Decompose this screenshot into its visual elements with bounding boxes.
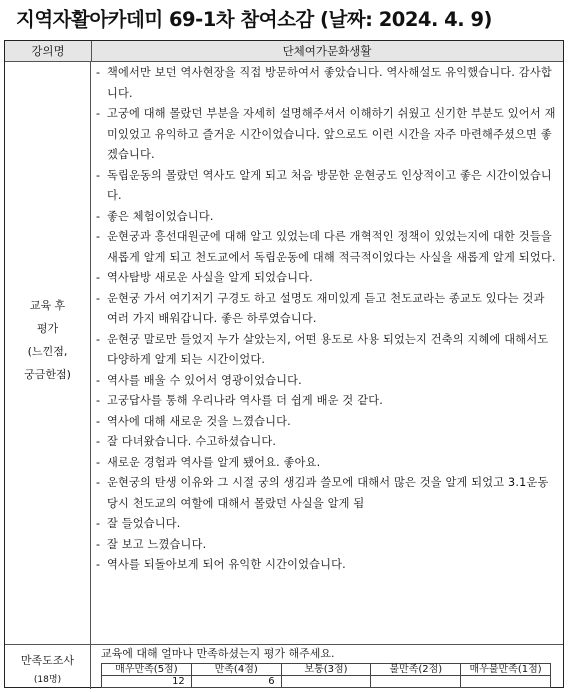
score-column-header: 만족(4점) xyxy=(191,664,281,676)
feedback-item: - 새로운 경험과 역사를 알게 됐어요. 좋아요. xyxy=(91,453,557,474)
feedback-item: - 좋은 체험이었습니다. xyxy=(91,207,557,228)
feedback-item: - 역사를 되돌아보게 되어 유익한 시간이었습니다. xyxy=(91,555,557,576)
feedback-item: - 역사를 배울 수 있어서 영광이었습니다. xyxy=(91,371,557,392)
feedback-item: - 운현궁 말로만 들었지 누가 살았는지, 어떤 용도로 사용 되었는지 건축의 지혜에 대해서도 다양하게 알게 되는 시간이었다. xyxy=(91,330,557,371)
satisfaction-score-table xyxy=(101,663,551,688)
score-column-header: 매우불만족(1점) xyxy=(461,664,551,676)
score-column-header: 불만족(2점) xyxy=(371,664,461,676)
feedback-item: - 책에서만 보던 역사현장을 직접 방문하여서 좋았습니다. 역사해설도 유익했습니다. 감사합니다. xyxy=(91,63,557,104)
feedback-item: - 잘 보고 느꼈습니다. xyxy=(91,535,557,556)
feedback-item: - 고궁답사를 통해 우리나라 역사를 더 쉽게 배운 것 같다. xyxy=(91,391,557,412)
evaluation-label-line: (느낀점, xyxy=(27,345,68,358)
evaluation-label-line: 평가 xyxy=(36,322,59,335)
feedback-item: - 역사에 대해 새로운 것을 느꼈습니다. xyxy=(91,412,557,433)
feedback-item: - 잘 들었습니다. xyxy=(91,514,557,535)
feedback-item: - 잘 다녀왔습니다. 수고하셨습니다. xyxy=(91,432,557,453)
satisfaction-question: 교육에 대해 얼마나 만족하셨는지 평가 해주세요. xyxy=(101,647,335,660)
score-value xyxy=(461,676,551,688)
lecture-name-value: 단체여가문화생활 xyxy=(282,44,372,58)
lecture-name-label: 강의명 xyxy=(5,41,92,61)
score-value-row xyxy=(102,676,551,688)
score-column-header: 매우만족(5점) xyxy=(102,664,192,676)
evaluation-label-cell xyxy=(5,61,91,645)
feedback-list xyxy=(91,61,563,576)
feedback-item: - 운현궁의 탄생 이유와 그 시절 궁의 생김과 쓸모에 대해서 많은 것을 알게 되었고 3.1운동 당시 천도교의 여할에 대해서 몰랐던 사실을 알게 됨 xyxy=(91,473,557,514)
feedback-item: - 독립운동의 몰랐던 역사도 알게 되고 처음 방문한 운현궁도 인상적이고 좋은 시간이었습니다. xyxy=(91,166,557,207)
feedback-table xyxy=(4,40,564,688)
respondent-count: (18명) xyxy=(33,675,62,685)
evaluation-content-cell xyxy=(91,61,563,645)
feedback-item: - 운현궁 가서 여기저기 구경도 하고 설명도 재미있게 듣고 천도교라는 종교도 있다는 것과 여러 가지 배워갑니다. 좋은 하루였습니다. xyxy=(91,289,557,330)
score-column-header: 보통(3점) xyxy=(281,664,371,676)
feedback-item: - 고궁에 대해 몰랐던 부분을 자세히 설명해주셔서 이해하기 쉬웠고 신기한 부분도 있어서 재미있었고 유익하고 즐거운 시간이었습니다. 앞으로도 이런 시간을 자주 마련해주셨으면 좋겠습니다. xyxy=(91,104,557,166)
score-value xyxy=(281,676,371,688)
table-header-row xyxy=(5,41,563,62)
evaluation-label-line: 궁금한점) xyxy=(24,368,71,381)
evaluation-label-line: 교육 후 xyxy=(29,299,66,312)
satisfaction-content-cell xyxy=(91,645,563,689)
feedback-item: - 운현궁과 흥선대원군에 대해 알고 있었는데 다른 개혁적인 정책이 있었는지에 대한 것들을 새롭게 알게 되고 천도교에서 독립운동에 대해 적극적이었다는 사실을 새롭게 알게 되었다. xyxy=(91,227,557,268)
score-value xyxy=(371,676,461,688)
score-value: 6 xyxy=(191,676,281,688)
score-header-row xyxy=(102,664,551,676)
page-title: 지역자활아카데미 69-1차 참여소감 (날짜: 2024. 4. 9) xyxy=(16,8,492,31)
satisfaction-label: 만족도조사 xyxy=(20,654,75,667)
satisfaction-label-cell xyxy=(5,645,91,689)
score-value: 12 xyxy=(102,676,192,688)
feedback-item: - 역사탐방 새로운 사실을 알게 되었습니다. xyxy=(91,268,557,289)
